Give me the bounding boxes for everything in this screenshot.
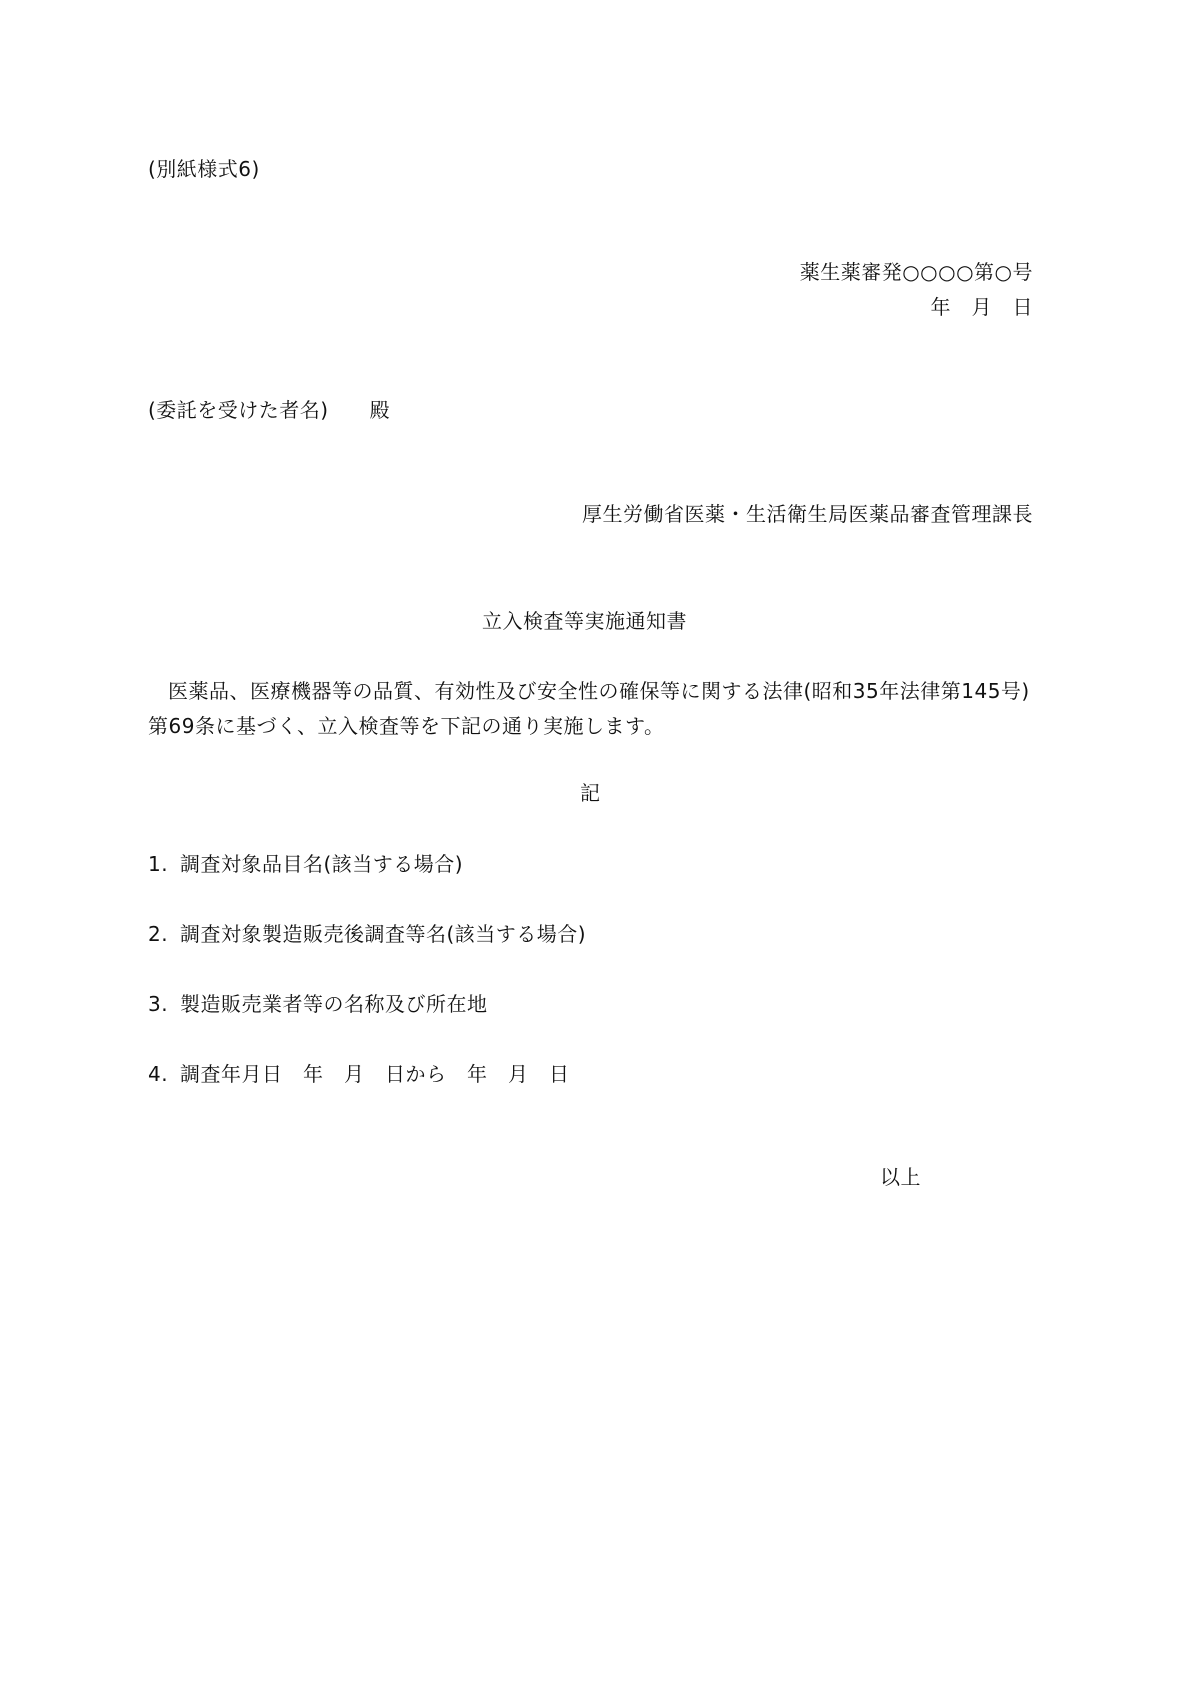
document-title: 立入検査等実施通知書 [482, 609, 687, 633]
list-item-number: 3. [148, 992, 169, 1016]
body-paragraph: 医薬品、医療機器等の品質、有効性及び安全性の確保等に関する法律(昭和35年法律第145号)第69条に基づく、立入検査等を下記の通り実施します。 [148, 679, 1030, 738]
list-item [148, 992, 488, 1016]
list-item-number: 1. [148, 852, 169, 876]
list-item [148, 922, 586, 946]
list-item-text: 調査対象品目名(該当する場合) [180, 852, 464, 876]
document-number: 薬生薬審発○○○○第○号 [799, 260, 1033, 284]
list-item-number: 4. [148, 1062, 169, 1086]
closing-text: 以上 [880, 1165, 921, 1189]
list-item-text: 製造販売業者等の名称及び所在地 [180, 992, 488, 1016]
list-item-text: 調査年月日 年 月 日から 年 月 日 [180, 1062, 570, 1086]
ki-heading: 記 [580, 781, 601, 805]
list-item-number: 2. [148, 922, 169, 946]
addressee: (委託を受けた者名) 殿 [148, 398, 391, 422]
date-line: 年 月 日 [930, 295, 1033, 319]
sender: 厚生労働省医薬・生活衛生局医薬品審査管理課長 [582, 502, 1033, 526]
list-item-text: 調査対象製造販売後調査等名(該当する場合) [180, 922, 587, 946]
list-item [148, 852, 463, 876]
list-item [148, 1062, 570, 1086]
form-label: (別紙様式6) [148, 157, 260, 181]
